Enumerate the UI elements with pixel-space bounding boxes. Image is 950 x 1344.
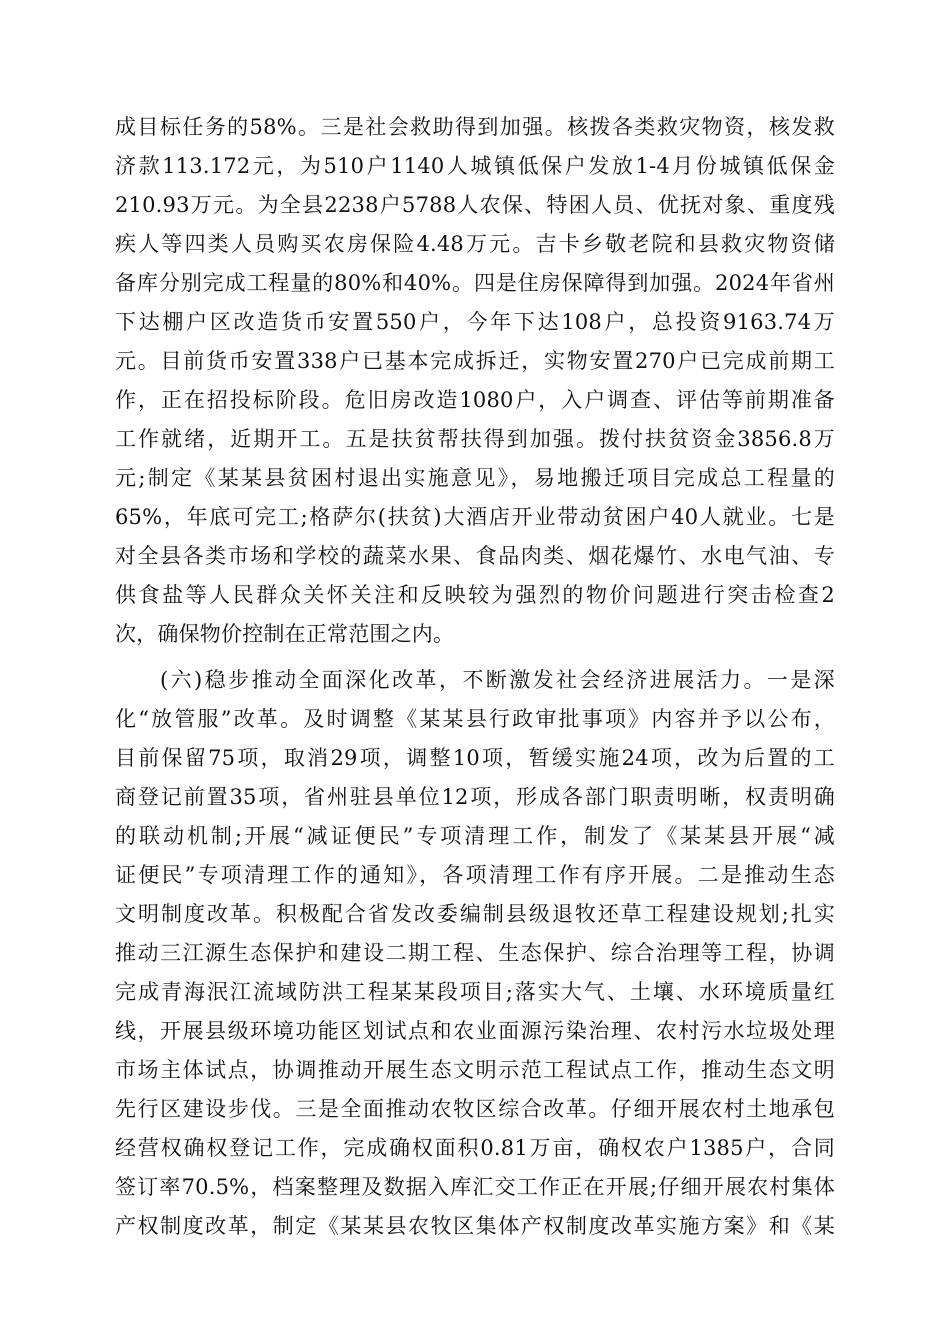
text-line: 作，正在招投标阶段。危旧房改造1080户，入户调查、评估等前期准备	[115, 388, 835, 412]
text-line: 产权制度改革，制定《某某县农牧区集体产权制度改革实施方案》和《某	[115, 1214, 835, 1238]
text-line: 的联动机制;开展“减证便民”专项清理工作，制发了《某某县开展“减	[115, 824, 835, 848]
text-line: 供食盐等人民群众关怀关注和反映较为强烈的物价问题进行突击检查2	[115, 583, 835, 607]
text-line: 化“放管服”改革。及时调整《某某县行政审批事项》内容并予以公布，	[115, 707, 835, 731]
text-line: 证便民”专项清理工作的通知》，各项清理工作有序开展。二是推动生态	[115, 863, 835, 887]
text-line: 下达棚户区改造货币安置550户，今年下达108户，总投资9163.74万	[115, 310, 835, 334]
text-line: 元;制定《某某县贫困村退出实施意见》，易地搬迁项目完成总工程量的	[115, 466, 835, 490]
text-line: 签订率70.5%，档案整理及数据入库汇交工作正在开展;仔细开展农村集体	[115, 1175, 835, 1199]
text-line: 210.93万元。为全县2238户5788人农保、特困人员、优抚对象、重度残	[115, 193, 835, 217]
text-line: 经营权确权登记工作，完成确权面积0.81万亩，确权农户1385户，合同	[115, 1136, 835, 1160]
text-line: 工作就绪，近期开工。五是扶贫帮扶得到加强。拨付扶贫资金3856.8万	[115, 427, 835, 451]
text-line: 济款113.172元，为510户1140人城镇低保户发放1-4月份城镇低保金	[115, 154, 835, 178]
text-line: 元。目前货币安置338户已基本完成拆迁，实物安置270户已完成前期工	[115, 349, 835, 373]
paragraph-end-line: 次，确保物价控制在正常范围之内。	[115, 622, 455, 646]
text-line: 线，开展县级环境功能区划试点和农业面源污染治理、农村污水垃圾处理	[115, 1019, 835, 1043]
text-line: 成目标任务的58%。三是社会救助得到加强。核拨各类救灾物资，核发救	[115, 115, 835, 139]
paragraph-start-line: (六)稳步推动全面深化改革，不断激发社会经济进展活力。一是深	[160, 668, 835, 692]
text-line: 完成青海泯江流域防洪工程某某段项目;落实大气、土壤、水环境质量红	[115, 980, 835, 1004]
text-line: 推动三江源生态保护和建设二期工程、生态保护、综合治理等工程，协调	[115, 941, 835, 965]
text-line: 疾人等四类人员购买农房保险4.48万元。吉卡乡敬老院和县救灾物资储	[115, 232, 835, 256]
text-line: 市场主体试点，协调推动开展生态文明示范工程试点工作，推动生态文明	[115, 1058, 835, 1082]
text-line: 65%，年底可完工;格萨尔(扶贫)大酒店开业带动贫困户40人就业。七是	[115, 505, 835, 529]
text-line: 先行区建设步伐。三是全面推动农牧区综合改革。仔细开展农村土地承包	[115, 1097, 835, 1121]
text-line: 文明制度改革。积极配合省发改委编制县级退牧还草工程建设规划;扎实	[115, 902, 835, 926]
text-line: 对全县各类市场和学校的蔬菜水果、食品肉类、烟花爆竹、水电气油、专	[115, 544, 835, 568]
text-line: 备库分别完成工程量的80%和40%。四是住房保障得到加强。2024年省州	[115, 271, 835, 295]
text-line: 商登记前置35项，省州驻县单位12项，形成各部门职责明晰，权责明确	[115, 785, 835, 809]
text-line: 目前保留75项，取消29项，调整10项，暂缓实施24项，改为后置的工	[115, 746, 835, 770]
